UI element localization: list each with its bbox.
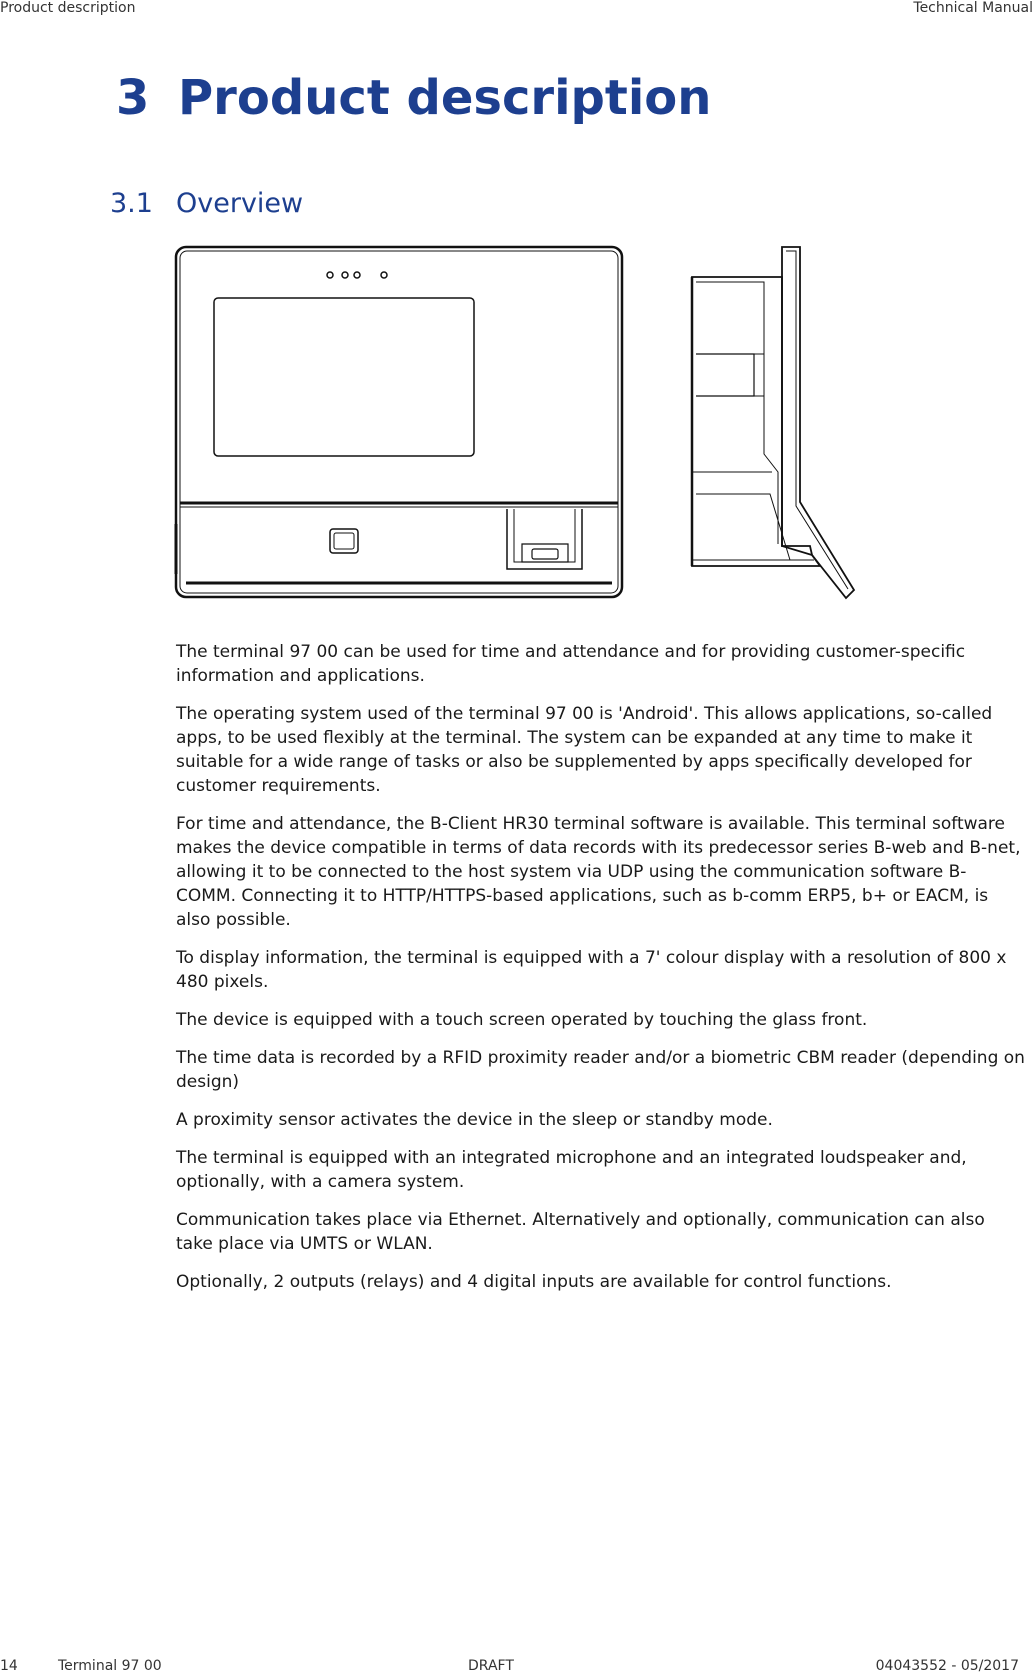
paragraph-touch-screen: The device is equipped with a touch screen operated by touching the glass front. [176,1010,868,1030]
paragraph-terminal-software: For time and attendance, the B-Client HR30 terminal software is available. This terminal software makes the device compatible in terms of data records with its predecessor series B-web and B-net, allowing it to be connected to the host system via UDP using the communication software B-COMM. Connecting it to HTTP/HTTPS-based applications, such as b-comm ERP5, b+ or EACM, is also possible. [176,814,1021,930]
running-header-right: Technical Manual [913,0,1033,16]
terminal-front-view [176,247,622,597]
paragraph-audio: The terminal is equipped with an integrated microphone and an integrated loudspeaker and, optionally, with a camera system. [176,1148,967,1192]
paragraph-io: Optionally, 2 outputs (relays) and 4 digital inputs are available for control functions. [176,1272,892,1292]
chapter-number: 3 [116,70,150,126]
footer-status: DRAFT [468,1658,514,1674]
paragraph-intro: The terminal 97 00 can be used for time and attendance and for providing customer-specific information and applications. [176,642,966,686]
body-text [176,640,1026,1308]
running-header-left: Product description [0,0,136,16]
section-title: Overview [176,188,304,219]
paragraph-readers: The time data is recorded by a RFID proximity reader and/or a biometric CBM reader (depending on design) [176,1048,1025,1092]
paragraph-proximity-sensor: A proximity sensor activates the device in the sleep or standby mode. [176,1110,773,1130]
footer-document-number: 04043552 - 05/2017 [875,1658,1019,1674]
paragraph-display: To display information, the terminal is equipped with a 7' colour display with a resolution of 800 x 480 pixels. [176,948,1007,992]
chapter-heading [116,62,711,134]
section-heading [110,184,303,224]
paragraph-operating-system: The operating system used of the terminal 97 00 is 'Android'. This allows applications, so-called apps, to be used flexibly at the terminal. The system can be expanded at any time to make it suitable for a wide range of tasks or also be supplemented by apps specifically developed for customer requirements. [176,704,993,796]
terminal-side-view [692,247,854,598]
footer-page-number: 14 [0,1658,18,1674]
terminal-illustration [172,244,872,604]
section-number: 3.1 [110,188,153,219]
footer-product-name: Terminal 97 00 [58,1658,162,1674]
paragraph-communication: Communication takes place via Ethernet. Alternatively and optionally, communication can also take place via UMTS or WLAN. [176,1210,985,1254]
chapter-title: Product description [178,70,712,126]
